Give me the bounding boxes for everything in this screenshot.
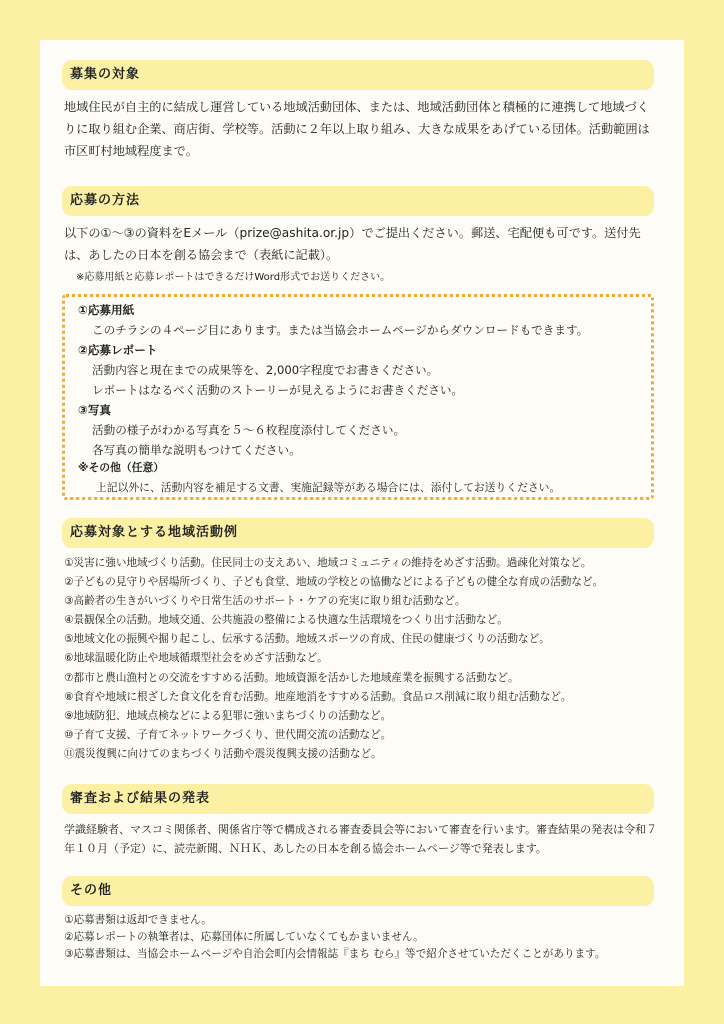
- list-item: ⑥地球温暖化防止や地域循環型社会をめざす活動など。: [64, 652, 328, 665]
- section-heading-method: 応募の方法: [62, 186, 654, 216]
- material-title-other: ※その他（任意）: [78, 461, 165, 474]
- list-item: ⑤地域文化の振興や掘り起こし、伝承する活動。地域スポーツの育成、住民の健康づくりの活動など。: [64, 633, 550, 646]
- list-item: ⑦都市と農山漁村との交流をすすめる活動。地域資源を活かした地域産業を振興する活動など。: [64, 671, 519, 684]
- list-item: ②子どもの見守りや居場所づくり、子ども食堂、地域の学校との協働などによる子どもの健全な育成の活動など。: [64, 576, 604, 589]
- section-heading-other: その他: [62, 876, 654, 906]
- review-description: 学識経験者、マスコミ関係者、関係省庁等で構成される審査委員会等において審査を行います。審査結果の発表は令和７年１０月（予定）に、読売新聞、ＮＨＫ、あしたの日本を創る協会ホームページ等で発表します。: [64, 823, 658, 855]
- material-line: 各写真の簡単な説明もつけてください。: [92, 443, 301, 457]
- material-line: 上記以外に、活動内容を補足する文書、実施記録等がある場合には、添付してお送りください。: [96, 481, 561, 494]
- list-item: ②応募レポートの執筆者は、応募団体に所属していなくてもかまいません。: [64, 931, 424, 943]
- list-item: ⑩子育て支援、子育てネットワークづくり、世代間交流の活動など。: [64, 728, 392, 741]
- material-title-report: ②応募レポート: [78, 343, 158, 357]
- section-heading-review: 審査および結果の発表: [62, 784, 654, 814]
- list-item: ⑨地域防犯、地域点検などによる犯罪に強いまちづくりの活動など。: [64, 709, 392, 722]
- list-item: ④景観保全の活動。地域交通、公共施設の整備による快適な生活環境をつくり出す活動など。: [64, 614, 508, 627]
- method-description: 以下の①～③の資料をEメール（prize@ashita.or.jp）でご提出ください。郵送、宅配便も可です。送付先は、あしたの日本を創る協会まで（表紙に記載）。: [64, 226, 641, 262]
- target-description: 地域住民が自主的に結成し運営している地域活動団体、または、地域活動団体と積極的に連携して地域づくりに取り組む企業、商店街、学校等。活動に２年以上取り組み、大きな成果をあげている団体。活動範囲は市区町村地域程度まで。: [64, 100, 650, 158]
- list-item: ⑪震災復興に向けてのまちづくり活動や震災復興支援の活動など。: [64, 747, 382, 760]
- material-line: レポートはなるべく活動のストーリーが見えるようにお書きください。: [92, 383, 464, 397]
- material-line: 活動内容と現在までの成果等を、2,000字程度でお書きください。: [92, 363, 439, 377]
- section-heading-examples: 応募対象とする地域活動例: [62, 518, 654, 548]
- material-title-photos: ③写真: [78, 403, 112, 417]
- activity-examples-list: [64, 554, 664, 764]
- other-notes-list: [64, 912, 664, 963]
- list-item: ①災害に強い地域づくり活動。住民同士の支えあい、地域コミュニティの維持をめざす活動。過疎化対策など。: [64, 557, 592, 569]
- section-heading-target: 募集の対象: [62, 60, 654, 90]
- list-item: ③応募書類は、当協会ホームページや自治会町内会情報誌『まち むら』等で紹介させていただくことがあります。: [64, 948, 606, 960]
- material-title-application-form: ①応募用紙: [78, 303, 135, 317]
- list-item: ①応募書類は返却できません。: [64, 914, 212, 926]
- material-line: このチラシの４ページ目にあります。または当協会ホームページからダウンロードもできます。: [92, 323, 589, 337]
- flyer-page: [40, 40, 684, 986]
- material-line: 活動の様子がわかる写真を５～６枚程度添付してください。: [92, 423, 406, 437]
- list-item: ⑧食育や地域に根ざした食文化を育む活動。地産地消をすすめる活動。食品ロス削減に取り組む活動など。: [64, 690, 572, 703]
- method-format-note: ※応募用紙と応募レポートはできるだけWord形式でお送りください。: [76, 272, 391, 283]
- list-item: ③高齢者の生きがいづくりや日常生活のサポート・ケアの充実に取り組む活動など。: [64, 595, 466, 608]
